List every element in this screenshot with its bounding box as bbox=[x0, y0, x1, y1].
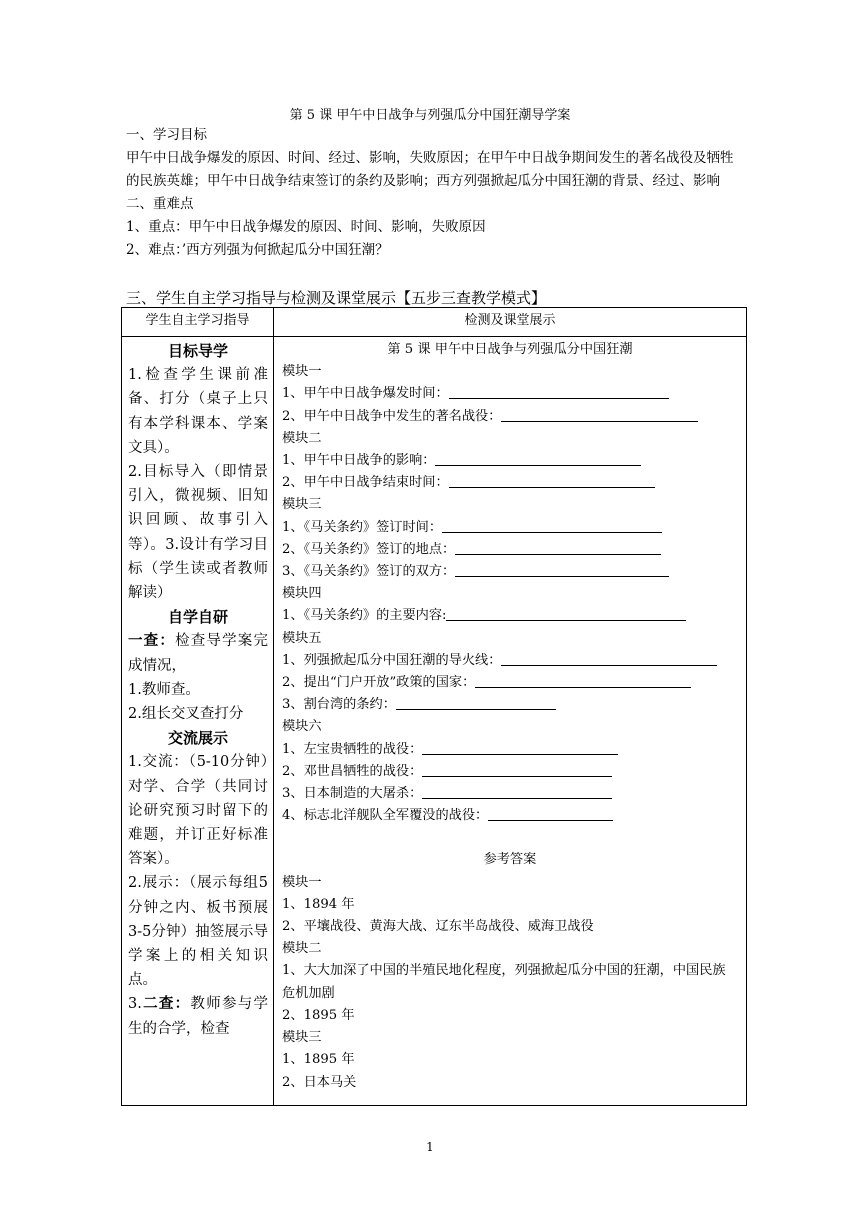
check-label: 二查： bbox=[141, 995, 191, 1013]
module-heading: 模块二 bbox=[282, 430, 322, 446]
table-header-right: 检测及课堂展示 bbox=[274, 308, 747, 337]
guidance-table bbox=[121, 307, 747, 1106]
answer-blank[interactable] bbox=[422, 739, 618, 755]
guidance-paragraph bbox=[128, 629, 268, 677]
guidance-paragraph: 1.教师查。 bbox=[128, 681, 200, 698]
question-line: 1、左宝贵牺牲的战役： bbox=[282, 739, 738, 761]
lesson-title: 第 5 课 甲午中日战争与列强瓜分中国狂潮 bbox=[387, 342, 633, 357]
answer-line: 2、日本马关 bbox=[282, 1074, 357, 1090]
answer-line: 1、大大加深了中国的半殖民地化程度，列强掀起瓜分中国的狂潮，中国民族危机加剧 bbox=[282, 963, 726, 1001]
module-heading: 模块五 bbox=[282, 630, 322, 646]
question-line: 1、甲午中日战争爆发时间： bbox=[282, 383, 738, 405]
answer-blank[interactable] bbox=[475, 672, 691, 688]
step-number: 3. bbox=[128, 996, 142, 1013]
module-heading: 模块二 bbox=[282, 941, 322, 957]
guidance-paragraph: 1.检查学生课前准备、打分（桌子上只有本学科课本、学案文具）。 bbox=[128, 367, 268, 456]
answer-blank[interactable] bbox=[449, 383, 669, 399]
answer-blank[interactable] bbox=[435, 450, 641, 466]
guidance-paragraph: 1.交流：（5-10分钟）对学、合学（共同讨论研究预习时留下的难题，并订正好标准答案）。 bbox=[128, 754, 268, 868]
table-header-left: 学生自主学习指导 bbox=[122, 308, 274, 337]
module-heading: 模块一 bbox=[282, 364, 322, 380]
section-heading-guidance: 三、学生自主学习指导与检测及课堂展示【五步三查教学模式】 bbox=[126, 289, 547, 307]
objectives-text: 甲午中日战争爆发的原因、时间、经过、影响，失败原因；在甲午中日战争期间发生的著名战役及牺牲的民族英雄；甲午中日战争结束签订的条约及影响；西方列强掀起瓜分中国狂潮的背景、经过、影响 bbox=[126, 150, 734, 189]
section-heading-objectives: 一、学习目标 bbox=[126, 127, 207, 143]
answer-blank[interactable] bbox=[501, 650, 717, 666]
intro-sections bbox=[126, 124, 736, 262]
answer-blank[interactable] bbox=[442, 517, 662, 533]
question-line: 4、标志北洋舰队全军覆没的战役： bbox=[282, 805, 738, 827]
check-text: 教师参与学生的合学，检查 bbox=[128, 996, 268, 1037]
answer-line: 2、平壤战役、黄海大战、辽东半岛战役、威海卫战役 bbox=[282, 919, 594, 935]
question-line: 1、《马关条约》签订时间： bbox=[282, 517, 738, 539]
section-heading-key-points: 二、重难点 bbox=[126, 196, 194, 212]
module-heading: 模块六 bbox=[282, 719, 322, 735]
subheading-goal-guidance: 目标导学 bbox=[167, 342, 228, 360]
answer-blank[interactable] bbox=[422, 783, 612, 799]
question-line: 3、割台湾的条约： bbox=[282, 694, 738, 716]
check-text: 检查导学案完成情况， bbox=[128, 633, 268, 674]
page-number: 1 bbox=[426, 1140, 434, 1154]
answer-blank[interactable] bbox=[488, 805, 613, 821]
question-line: 2、甲午中日战争结束时间： bbox=[282, 472, 738, 494]
question-line: 2、提出“门户开放”政策的国家： bbox=[282, 672, 738, 694]
subheading-self-study: 自学自研 bbox=[167, 608, 228, 627]
answers-heading: 参考答案 bbox=[483, 852, 537, 868]
question-line: 3、《马关条约》签订的双方： bbox=[282, 561, 738, 583]
difficult-point-item: 2、难点：’西方列强为何掀起瓜分中国狂潮？ bbox=[126, 242, 389, 258]
module-heading: 模块三 bbox=[282, 1030, 322, 1046]
module-heading: 模块一 bbox=[282, 874, 322, 890]
answer-line: 1、1894 年 bbox=[282, 896, 355, 912]
answer-blank[interactable] bbox=[455, 539, 661, 555]
page-title: 第 5 课 甲午中日战争与列强瓜分中国狂潮导学案 bbox=[289, 108, 571, 123]
guidance-paragraph: 2.组长交叉查打分 bbox=[128, 706, 244, 723]
answer-blank[interactable] bbox=[446, 605, 686, 621]
module-heading: 模块四 bbox=[282, 586, 322, 602]
guidance-paragraph: 2.目标导入（即情景引入，微视频、旧知识回顾、故事引入等）。3.设计有学习目标（学生读或者教师解读） bbox=[128, 464, 268, 602]
key-point-item: 1、重点：甲午中日战争爆发的原因、时间、影响，失败原因 bbox=[126, 219, 486, 235]
question-line: 1、列强掀起瓜分中国狂潮的导火线： bbox=[282, 650, 738, 672]
guidance-paragraph bbox=[128, 992, 268, 1040]
answer-line: 1、1895 年 bbox=[282, 1052, 355, 1068]
answer-blank[interactable] bbox=[422, 761, 612, 777]
question-line: 3、日本制造的大屠杀： bbox=[282, 783, 738, 805]
test-display-cell bbox=[274, 337, 747, 1106]
check-label: 一查： bbox=[128, 632, 176, 650]
question-line: 2、甲午中日战争中发生的著名战役： bbox=[282, 406, 738, 428]
self-study-guidance-cell bbox=[122, 337, 274, 1106]
answer-blank[interactable] bbox=[501, 406, 698, 422]
answer-blank[interactable] bbox=[449, 472, 655, 488]
guidance-paragraph: 2.展示：（展示每组5分钟之内、板书预展3-5分钟）抽签展示导学案上的相关知识点。 bbox=[128, 875, 268, 989]
question-line: 1、甲午中日战争的影响： bbox=[282, 450, 738, 472]
question-line: 1、《马关条约》的主要内容: bbox=[282, 605, 738, 627]
subheading-exchange-display: 交流展示 bbox=[167, 729, 228, 748]
answer-blank[interactable] bbox=[396, 694, 556, 710]
answer-line: 2、1895 年 bbox=[282, 1007, 355, 1023]
question-line: 2、邓世昌牺牲的战役： bbox=[282, 761, 738, 783]
question-line: 2、《马关条约》签订的地点： bbox=[282, 539, 738, 561]
answer-blank[interactable] bbox=[455, 561, 669, 577]
module-heading: 模块三 bbox=[282, 497, 322, 513]
